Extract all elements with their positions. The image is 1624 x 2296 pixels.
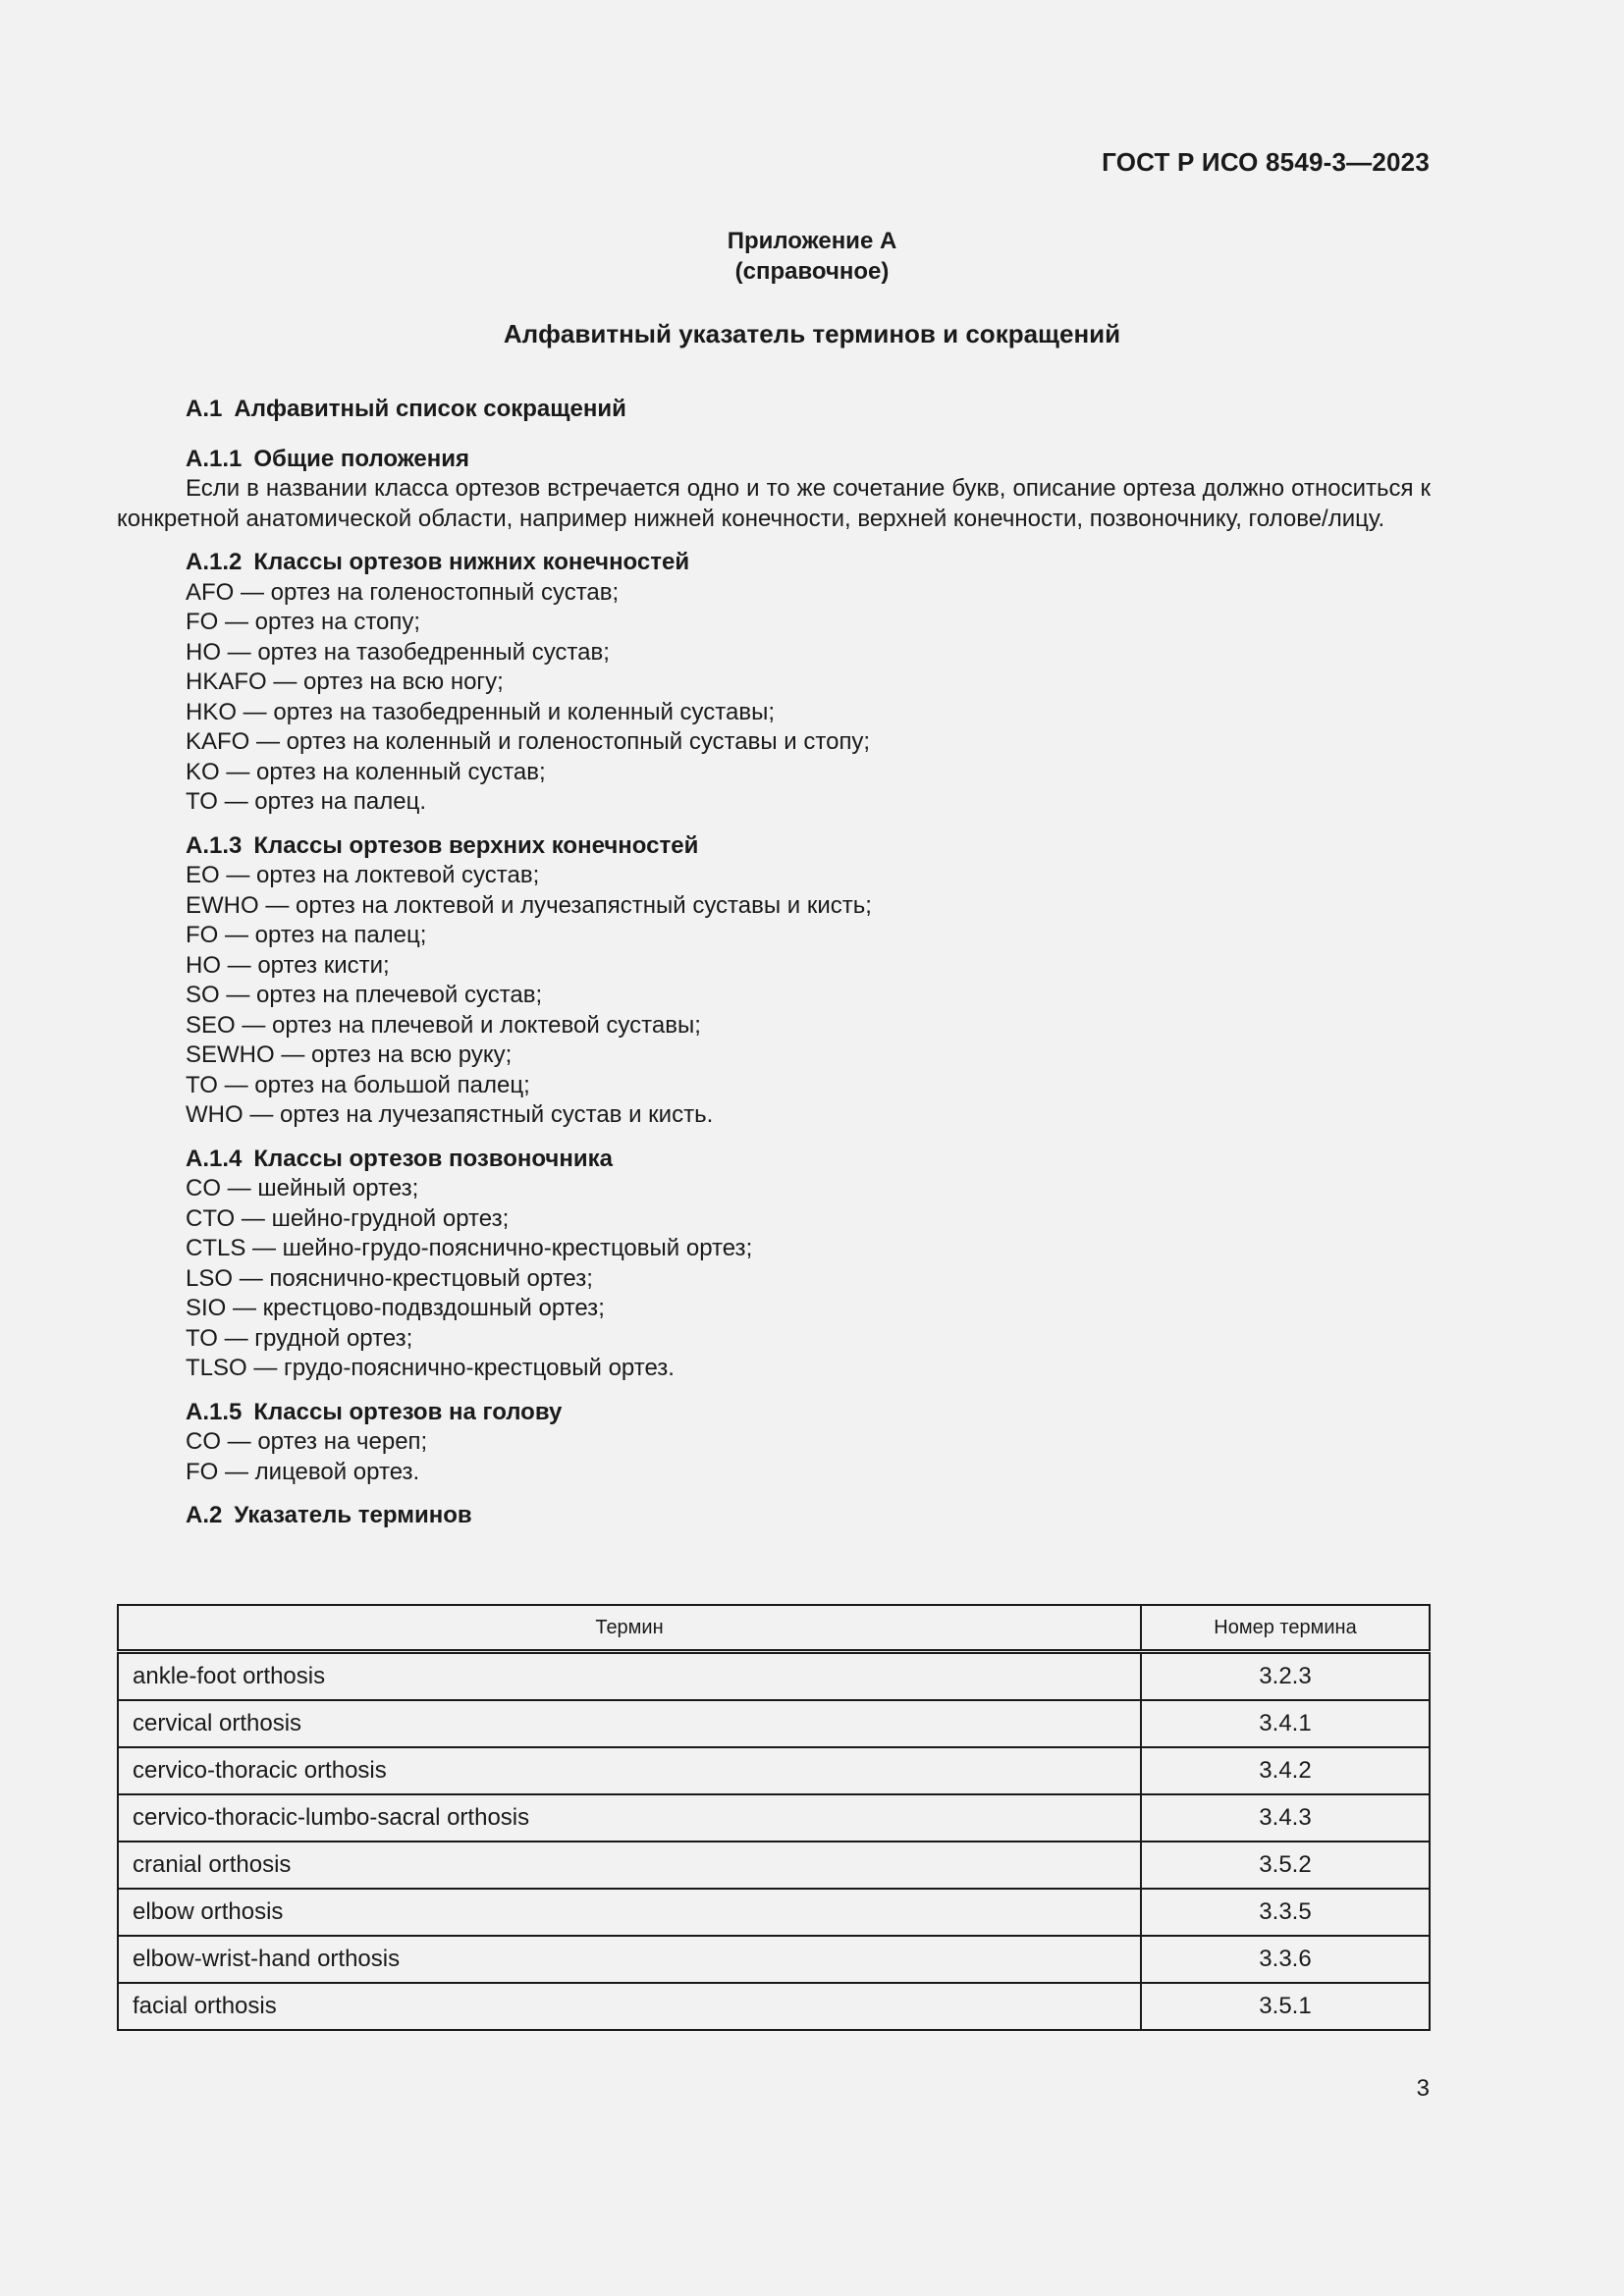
section-a15-list xyxy=(117,1427,1431,1487)
term-cell: ankle-foot orthosis xyxy=(118,1652,1141,1701)
section-a2-heading xyxy=(117,1501,1431,1531)
list-item: EWHO — ортез на локтевой и лучезапястный суставы и кисть; xyxy=(186,891,872,919)
column-header-term: Термин xyxy=(118,1605,1141,1652)
section-number: А.1 xyxy=(186,396,223,422)
list-item: TO — грудной ортез; xyxy=(186,1324,413,1352)
list-item: HO — ортез кисти; xyxy=(186,951,390,979)
term-number-cell: 3.4.2 xyxy=(1141,1747,1430,1794)
list-item: HKAFO — ортез на всю ногу; xyxy=(186,668,504,695)
list-item: SEWHO — ортез на всю руку; xyxy=(186,1041,513,1068)
section-number: А.1.2 xyxy=(186,549,243,575)
list-item: FO — лицевой ортез. xyxy=(186,1458,420,1485)
section-title: Классы ортезов на голову xyxy=(253,1398,563,1425)
term-number-cell: 3.5.1 xyxy=(1141,1983,1430,2030)
section-title: Классы ортезов нижних конечностей xyxy=(253,549,690,575)
section-a13-list xyxy=(117,861,1431,1131)
section-title: Алфавитный список сокращений xyxy=(234,396,626,422)
list-item: WHO — ортез на лучезапястный сустав и кисть. xyxy=(186,1101,714,1128)
table-header-row xyxy=(118,1605,1430,1652)
table-row xyxy=(118,1889,1430,1936)
list-item: KO — ортез на коленный сустав; xyxy=(186,758,546,785)
section-number: А.1.1 xyxy=(186,445,243,472)
content-body xyxy=(117,395,1431,1531)
table-row xyxy=(118,1794,1430,1842)
term-cell: cervico-thoracic-lumbo-sacral orthosis xyxy=(118,1794,1141,1842)
list-item: SIO — крестцово-подвздошный ортез; xyxy=(186,1295,605,1321)
list-item: SO — ортез на плечевой сустав; xyxy=(186,982,543,1008)
section-title: Классы ортезов верхних конечностей xyxy=(253,831,699,859)
terms-table xyxy=(117,1604,1431,2031)
list-item: EO — ортез на локтевой сустав; xyxy=(186,862,540,888)
list-item: CTO — шейно-грудной ортез; xyxy=(186,1204,510,1232)
term-number-cell: 3.2.3 xyxy=(1141,1652,1430,1701)
section-title: Классы ортезов позвоночника xyxy=(253,1145,613,1172)
section-a1-heading xyxy=(117,395,1431,425)
list-item: CTLS — шейно-грудо-пояснично-крестцовый ортез; xyxy=(186,1235,753,1261)
term-number-cell: 3.3.6 xyxy=(1141,1936,1430,1983)
section-a13-heading xyxy=(117,831,1431,862)
document-code: ГОСТ Р ИСО 8549-3—2023 xyxy=(1102,147,1430,177)
appendix-heading xyxy=(0,226,1624,287)
list-item: SEO — ортез на плечевой и локтевой суставы; xyxy=(186,1011,701,1039)
section-a11-heading xyxy=(117,445,1431,475)
table-row xyxy=(118,1842,1430,1889)
main-title: Алфавитный указатель терминов и сокращений xyxy=(503,319,1121,348)
term-number-cell: 3.5.2 xyxy=(1141,1842,1430,1889)
table-row xyxy=(118,1652,1430,1701)
section-a15-heading xyxy=(117,1398,1431,1428)
list-item: TO — ортез на большой палец; xyxy=(186,1071,530,1098)
list-item: KAFO — ортез на коленный и голеностопный суставы и стопу; xyxy=(186,728,871,755)
term-cell: facial orthosis xyxy=(118,1983,1141,2030)
section-a12-list xyxy=(117,578,1431,818)
term-cell: elbow orthosis xyxy=(118,1889,1141,1936)
table-row xyxy=(118,1700,1430,1747)
list-item: CO — ортез на череп; xyxy=(186,1428,428,1455)
appendix-title: Приложение А xyxy=(727,228,897,254)
list-item: FO — ортез на палец; xyxy=(186,922,427,948)
section-a11-text: Если в названии класса ортезов встречается одно и то же сочетание букв, описание ортеза должно относиться к конкретной анатомической области, например нижней конечности, верхней конечности, позвоночнику, голове/лицу. xyxy=(117,475,1431,532)
list-item: CO — шейный ортез; xyxy=(186,1175,419,1201)
section-title: Общие положения xyxy=(253,445,470,472)
section-number: А.1.5 xyxy=(186,1398,243,1425)
list-item: LSO — пояснично-крестцовый ортез; xyxy=(186,1264,593,1292)
page-number: 3 xyxy=(1416,2075,1430,2102)
term-number-cell: 3.4.3 xyxy=(1141,1794,1430,1842)
list-item: AFO — ортез на голеностопный сустав; xyxy=(186,578,620,606)
term-cell: cranial orthosis xyxy=(118,1842,1141,1889)
section-a12-heading xyxy=(117,548,1431,578)
list-item: FO — ортез на стопу; xyxy=(186,609,421,635)
term-number-cell: 3.4.1 xyxy=(1141,1700,1430,1747)
section-title: Указатель терминов xyxy=(234,1502,472,1528)
section-a14-heading xyxy=(117,1145,1431,1175)
list-item: HO — ортез на тазобедренный сустав; xyxy=(186,638,610,666)
section-number: А.1.3 xyxy=(186,831,243,859)
section-a14-list xyxy=(117,1174,1431,1384)
table-row xyxy=(118,1747,1430,1794)
list-item: HKO — ортез на тазобедренный и коленный суставы; xyxy=(186,698,776,725)
term-cell: cervico-thoracic orthosis xyxy=(118,1747,1141,1794)
term-cell: elbow-wrist-hand orthosis xyxy=(118,1936,1141,1983)
term-number-cell: 3.3.5 xyxy=(1141,1889,1430,1936)
column-header-number: Номер термина xyxy=(1141,1605,1430,1652)
list-item: TO — ортез на палец. xyxy=(186,788,426,815)
list-item: TLSO — грудо-пояснично-крестцовый ортез. xyxy=(186,1355,675,1381)
section-number: А.1.4 xyxy=(186,1145,243,1172)
appendix-subtitle: (справочное) xyxy=(734,258,890,285)
term-cell: cervical orthosis xyxy=(118,1700,1141,1747)
table-row xyxy=(118,1936,1430,1983)
section-number: А.2 xyxy=(186,1502,223,1528)
table-row xyxy=(118,1983,1430,2030)
